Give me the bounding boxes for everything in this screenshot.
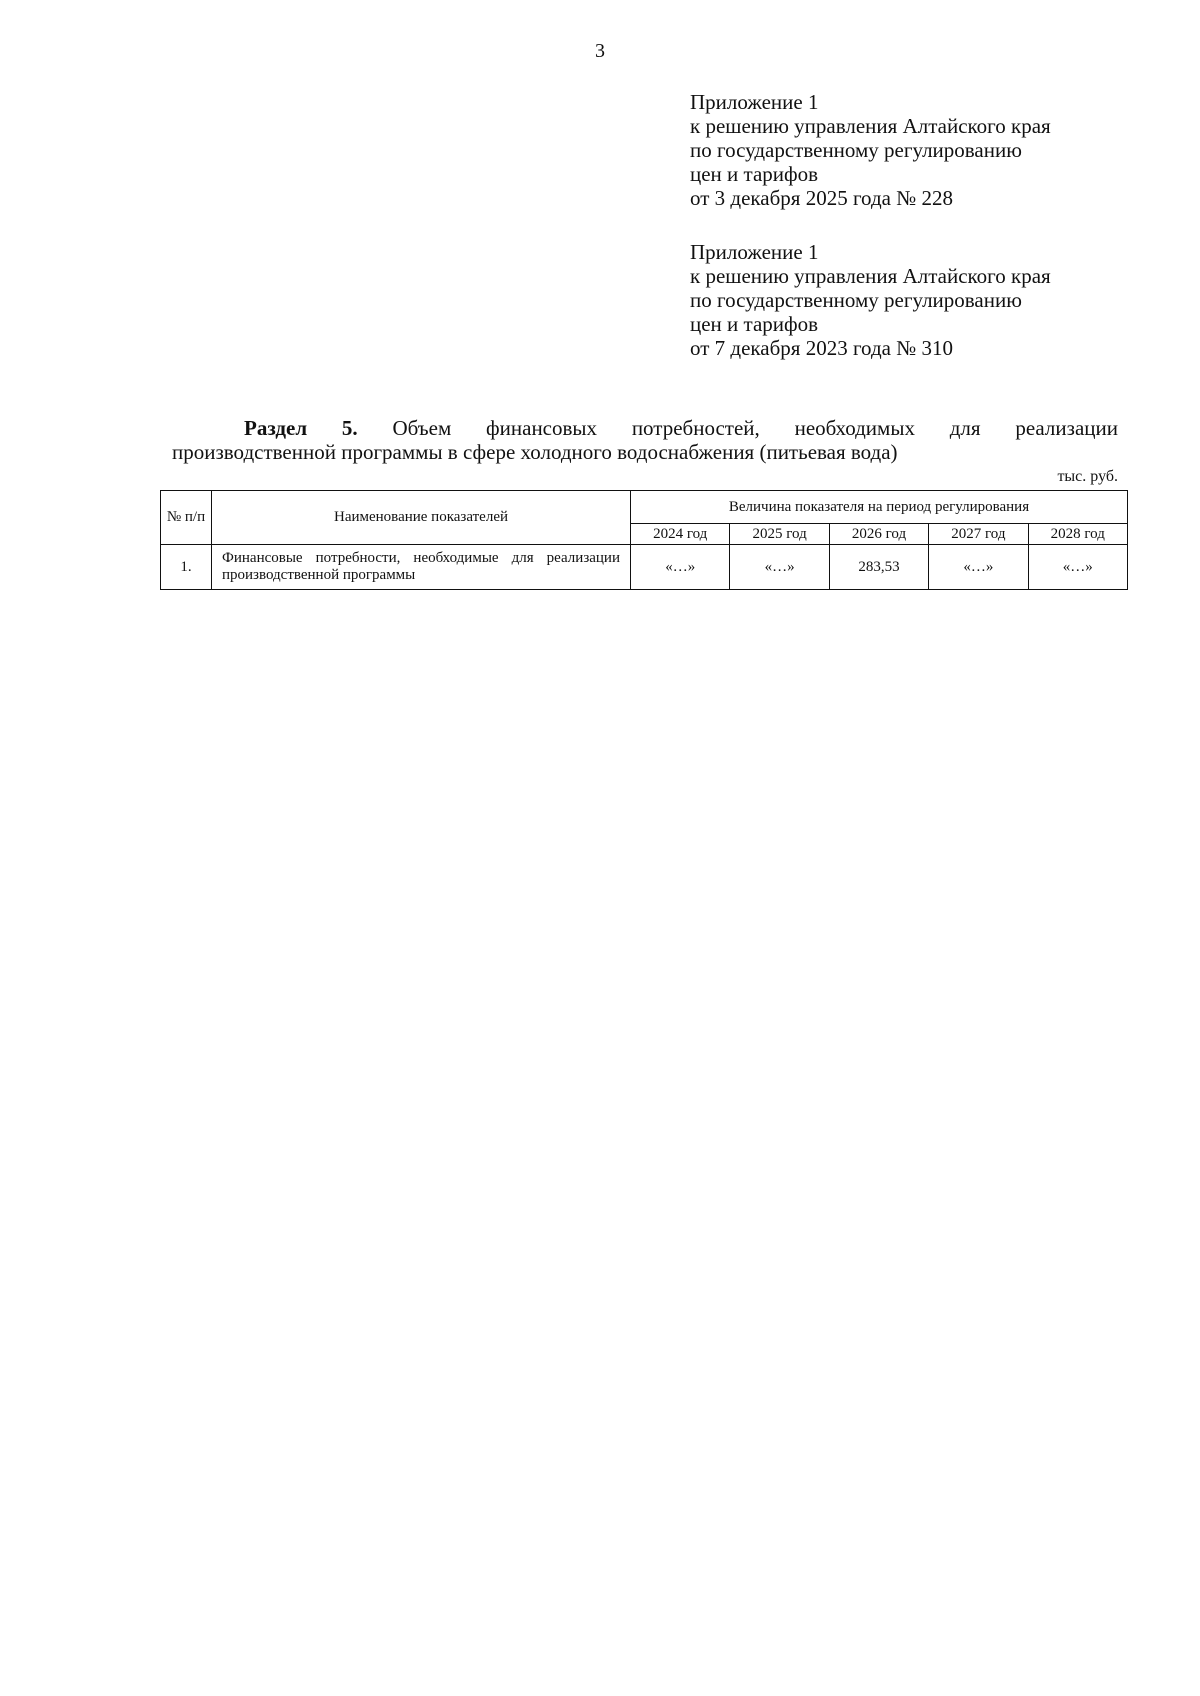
appendix-line: по государственному регулированию <box>690 138 1022 162</box>
header-name: Наименование показателей <box>212 491 631 545</box>
row-value: 283,53 <box>829 545 928 590</box>
appendix-line: к решению управления Алтайского края <box>690 264 1051 288</box>
header-year: 2025 год <box>730 524 829 545</box>
header-year: 2026 год <box>829 524 928 545</box>
units-label: тыс. руб. <box>1057 468 1118 485</box>
appendix-line: к решению управления Алтайского края <box>690 114 1051 138</box>
financial-needs-table <box>160 490 1128 590</box>
appendix-line: от 3 декабря 2025 года № 228 <box>690 186 953 210</box>
appendix-line: Приложение 1 <box>690 240 819 264</box>
header-period: Величина показателя на период регулирования <box>631 491 1128 524</box>
header-year: 2027 год <box>929 524 1028 545</box>
appendix-line: Приложение 1 <box>690 90 819 114</box>
table-row <box>161 545 1128 590</box>
table-header-row <box>161 491 1128 524</box>
header-year: 2024 год <box>631 524 730 545</box>
section-title-line-1 <box>172 416 1118 440</box>
section-title-text-2: производственной программы в сфере холодного водоснабжения (питьевая вода) <box>172 440 898 464</box>
appendix-previous-header <box>690 240 1170 360</box>
header-num: № п/п <box>161 491 212 545</box>
header-year: 2028 год <box>1028 524 1127 545</box>
row-value: «…» <box>730 545 829 590</box>
row-num: 1. <box>161 545 212 590</box>
row-value: «…» <box>1028 545 1127 590</box>
section-label: Раздел 5. <box>244 416 358 440</box>
appendix-line: по государственному регулированию <box>690 288 1022 312</box>
appendix-line: цен и тарифов <box>690 312 819 336</box>
page-number: 3 <box>595 40 605 62</box>
appendix-current-header <box>690 90 1170 210</box>
appendix-line: цен и тарифов <box>690 162 819 186</box>
row-value: «…» <box>929 545 1028 590</box>
row-value: «…» <box>631 545 730 590</box>
row-name: Финансовые потребности, необходимые для реализации производственной программы <box>212 545 631 590</box>
appendix-line: от 7 декабря 2023 года № 310 <box>690 336 953 360</box>
section-title <box>172 416 1118 464</box>
section-title-text-1: Объем финансовых потребностей, необходимых для реализации <box>392 416 1118 440</box>
